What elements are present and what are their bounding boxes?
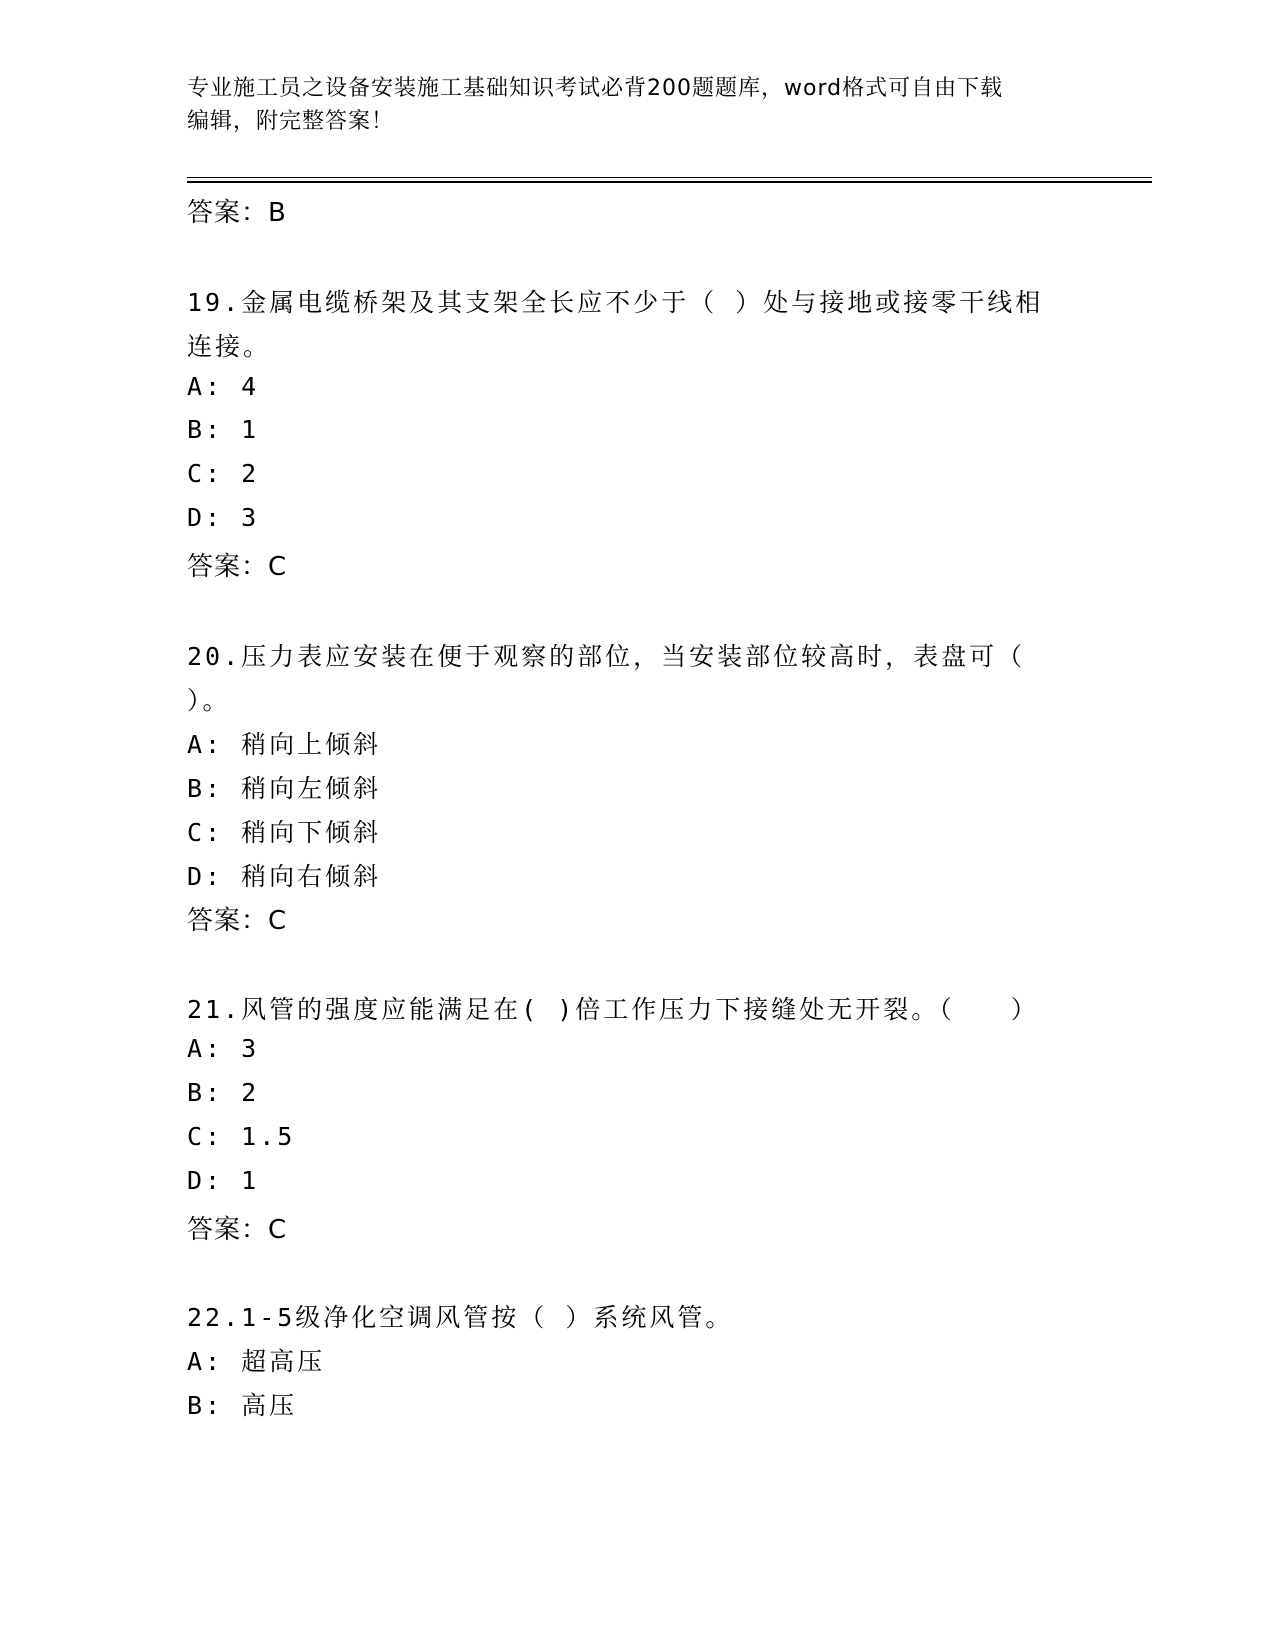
question-20-option-a: A: 稍向上倾斜 xyxy=(187,730,382,759)
question-22-stem-line-1: 22.1-5级净化空调风管按（ ）系统风管。 xyxy=(187,1303,734,1332)
question-22-option-a: A: 超高压 xyxy=(187,1347,326,1376)
question-20-stem-line-2: ）。 xyxy=(187,686,231,715)
question-19-option-c: C: 2 xyxy=(187,459,260,488)
question-20-option-d: D: 稍向右倾斜 xyxy=(187,862,382,891)
question-21-answer: 答案：C xyxy=(187,1215,288,1245)
question-22-option-b: B: 高压 xyxy=(187,1391,298,1420)
question-21-stem-line-1: 21.风管的强度应能满足在( )倍工作压力下接缝处无开裂。（ ） xyxy=(187,995,1039,1024)
question-19-option-a: A: 4 xyxy=(187,372,260,401)
question-19-option-d: D: 3 xyxy=(187,503,260,532)
question-20-option-b: B: 稍向左倾斜 xyxy=(187,774,382,803)
document-header xyxy=(187,72,1067,138)
question-19-stem-line-1: 19.金属电缆桥架及其支架全长应不少于（ ）处与接地或接零干线相 xyxy=(187,288,1044,317)
previous-answer: 答案：B xyxy=(187,198,287,228)
header-line-1: 专业施工员之设备安装施工基础知识考试必背200题题库，word格式可自由下载 xyxy=(187,76,1004,101)
header-divider-thin xyxy=(187,177,1152,178)
question-21-option-c: C: 1.5 xyxy=(187,1122,296,1151)
question-21-option-d: D: 1 xyxy=(187,1166,260,1195)
question-21-option-b: B: 2 xyxy=(187,1078,260,1107)
header-line-2: 编辑，附完整答案！ xyxy=(187,109,395,134)
question-19-stem-line-2: 连接。 xyxy=(187,332,272,361)
question-19-answer: 答案：C xyxy=(187,552,288,582)
question-19-option-b: B: 1 xyxy=(187,415,260,444)
question-20-answer: 答案：C xyxy=(187,906,288,936)
question-21-option-a: A: 3 xyxy=(187,1034,260,1063)
question-20-option-c: C: 稍向下倾斜 xyxy=(187,818,382,847)
header-divider-thick xyxy=(187,181,1152,183)
question-20-stem-line-1: 20.压力表应安装在便于观察的部位，当安装部位较高时，表盘可（ xyxy=(187,642,1026,671)
